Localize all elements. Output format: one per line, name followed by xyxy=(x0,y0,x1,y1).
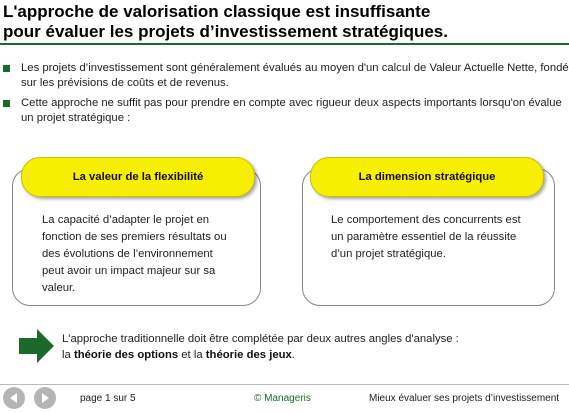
next-page-button[interactable] xyxy=(34,387,56,409)
header xyxy=(0,0,569,46)
bullet-text: Cette approche ne suffit pas pour prendre en compte avec rigueur deux aspects importants lorsqu'on évalue un projet stratégique : xyxy=(21,97,562,124)
arrow-right-icon xyxy=(38,391,52,405)
square-bullet-icon xyxy=(3,100,10,107)
page-indicator: page 1 sur 5 xyxy=(80,393,136,404)
conclusion-line-2 xyxy=(62,347,459,363)
bullet-list xyxy=(0,61,569,131)
card-strategic xyxy=(302,168,555,306)
card-heading-text: La valeur de la flexibilité xyxy=(72,171,204,183)
arrow-right-icon xyxy=(17,328,55,364)
card-strategic-body: Le comportement des concurrents est un paramètre essentiel de la réussite d’un projet stratégique. xyxy=(331,214,521,260)
square-bullet-icon xyxy=(3,65,10,72)
arrow-left-icon xyxy=(7,391,21,405)
page-title xyxy=(3,2,448,41)
card-flexibility-body: La capacité d’adapter le projet en fonction de ses premiers résultats ou des évolutions de l’environnement peut avoir un impact majeur sur sa valeur. xyxy=(42,214,227,294)
card-flexibility xyxy=(12,168,261,306)
page-title-line-1: L'approche de valorisation classique est insuffisante xyxy=(3,2,431,21)
conclusion-text: et la xyxy=(178,349,206,361)
conclusion-text: . xyxy=(291,349,295,361)
conclusion xyxy=(62,331,459,363)
theory-options-term: théorie des options xyxy=(73,349,179,361)
bullet-item xyxy=(0,96,569,126)
conclusion-line-1: L'approche traditionnelle doit être complétée par deux autres angles d'analyse : xyxy=(62,333,459,345)
card-flexibility-heading xyxy=(21,157,255,197)
card-strategic-heading xyxy=(310,157,544,197)
document-title: Mieux évaluer ses projets d’investissement xyxy=(369,393,560,404)
title-divider xyxy=(0,43,569,45)
card-heading-text: La dimension stratégique xyxy=(358,171,496,183)
bullet-text: Les projets d’investissement sont généralement évalués au moyen d'un calcul de Valeur Actuelle Nette, fondé sur les prévisions de coûts et de revenus. xyxy=(21,62,569,89)
copyright: © Manageris xyxy=(254,393,311,404)
bullet-item xyxy=(0,61,569,91)
footer-divider xyxy=(0,384,569,385)
conclusion-text: la xyxy=(62,349,74,361)
page-title-line-2: pour évaluer les projets d’investissement stratégiques. xyxy=(3,21,448,41)
theory-games-term: théorie des jeux xyxy=(205,349,292,361)
previous-page-button[interactable] xyxy=(3,387,25,409)
